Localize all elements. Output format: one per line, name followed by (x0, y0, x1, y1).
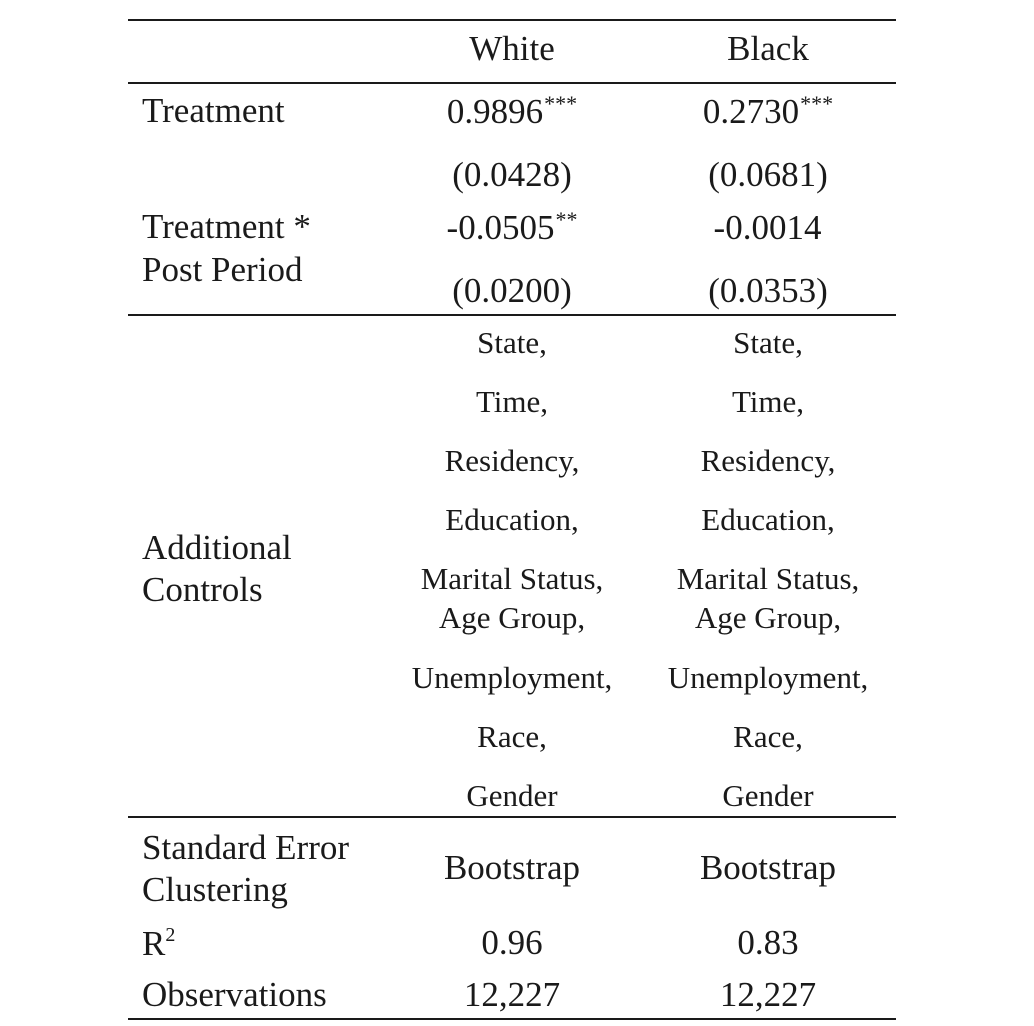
control-item-black: Unemployment, (667, 660, 869, 695)
row-label-se-clustering-line2: Clustering (142, 870, 288, 909)
control-item-white: Gender (466, 778, 558, 813)
control-item-white: Residency, (444, 443, 580, 478)
row-label-observations: Observations (142, 975, 327, 1014)
control-item-black: Age Group, (694, 600, 842, 635)
se-clustering-white: Bootstrap (443, 848, 581, 887)
interaction-se-white: (0.0200) (452, 271, 572, 310)
coef-value: -0.0014 (713, 208, 822, 247)
significance-stars: ** (555, 207, 578, 232)
control-item-white: Time, (475, 384, 549, 419)
control-item-white: Marital Status, (420, 561, 604, 596)
column-header-black: Black (727, 29, 809, 68)
r2-superscript: 2 (165, 924, 176, 946)
significance-stars: *** (544, 91, 578, 116)
interaction-coef-black (714, 209, 823, 245)
top-rule (128, 19, 896, 21)
interaction-se-black: (0.0353) (708, 271, 828, 310)
column-header-white: White (469, 29, 555, 68)
r2-white: 0.96 (481, 923, 543, 962)
mid-rule-controls (128, 314, 896, 316)
control-item-black: Race, (733, 719, 803, 754)
treatment-se-white: (0.0428) (452, 155, 572, 194)
bottom-rule (128, 1018, 896, 1020)
r2-label: R (142, 924, 166, 963)
row-label-se-clustering-line1: Standard Error (142, 828, 350, 867)
observations-white: 12,227 (463, 975, 561, 1014)
control-item-white: Age Group, (438, 600, 586, 635)
row-label-controls-line1: Additional (142, 528, 292, 567)
row-label-r2 (142, 925, 175, 961)
header-rule (128, 82, 896, 84)
row-label-interaction-line1: Treatment * (142, 207, 311, 246)
se-clustering-black: Bootstrap (699, 848, 837, 887)
coef-value: 0.9896 (446, 92, 544, 131)
control-item-black: Residency, (700, 443, 836, 478)
interaction-coef-white (447, 209, 578, 245)
control-item-black: Education, (701, 502, 835, 537)
treatment-coef-white (447, 93, 577, 129)
control-item-white: Unemployment, (411, 660, 613, 695)
mid-rule-stats (128, 816, 896, 818)
treatment-se-black: (0.0681) (708, 155, 828, 194)
row-label-interaction-line2: Post Period (142, 250, 303, 289)
significance-stars: *** (800, 91, 834, 116)
control-item-black: Gender (722, 778, 814, 813)
coef-value: -0.0505 (446, 208, 555, 247)
r2-black: 0.83 (737, 923, 799, 962)
coef-value: 0.2730 (702, 92, 800, 131)
treatment-coef-black (703, 93, 833, 129)
row-label-treatment: Treatment (142, 91, 285, 130)
control-item-black: Time, (731, 384, 805, 419)
control-item-black: Marital Status, (676, 561, 860, 596)
control-item-white: Education, (445, 502, 579, 537)
control-item-black: State, (733, 325, 803, 360)
control-item-white: Race, (477, 719, 547, 754)
row-label-controls-line2: Controls (142, 570, 263, 609)
observations-black: 12,227 (719, 975, 817, 1014)
control-item-white: State, (477, 325, 547, 360)
regression-table (128, 0, 896, 1026)
